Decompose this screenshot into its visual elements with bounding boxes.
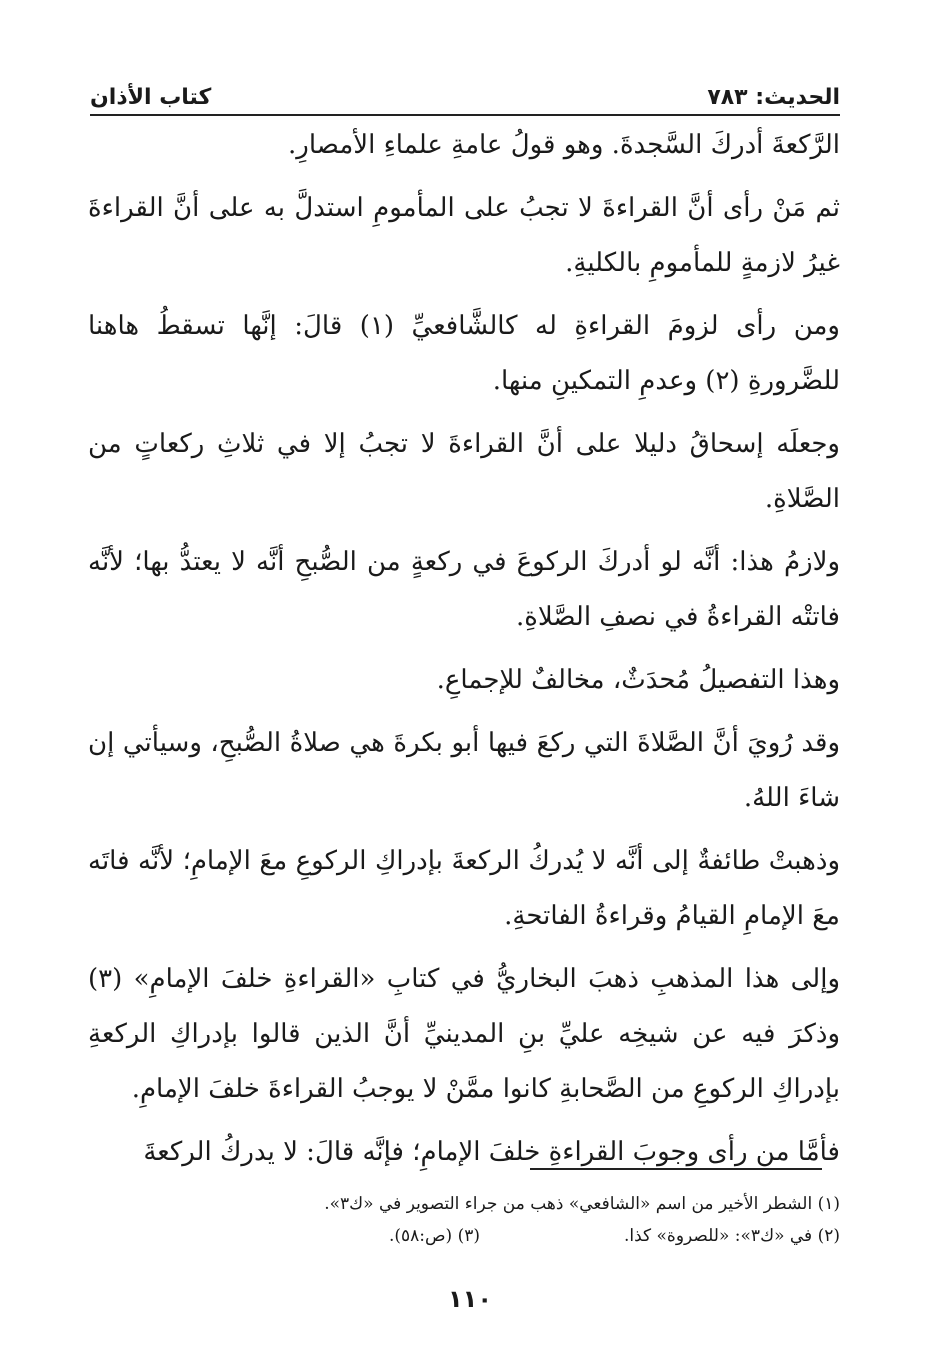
- footnote-2: (٢) في «ك٣»: «للصروة» كذا.: [623, 1226, 840, 1246]
- paragraph: وذهبتْ طائفةٌ إلى أنَّه لا يُدركُ الركعةَ بإدراكِ الركوعِ معَ الإمامِ؛ لأنَّه فاتَه معَ الإمامِ القيامُ وقراءةُ الفاتحةِ.: [88, 846, 840, 931]
- running-header: [90, 80, 840, 116]
- paragraph: وجعلَه إسحاقُ دليلا على أنَّ القراءةَ لا تجبُ إلا في ثلاثِ ركعاتٍ من الصَّلاةِ.: [88, 429, 840, 514]
- chapter-title-header: كتاب الأذان: [90, 85, 212, 110]
- paragraph: فأمَّا من رأى وجوبَ القراءةِ خلفَ الإمامِ؛ فإنَّه قالَ: لا يدركُ الركعةَ: [143, 1137, 840, 1167]
- main-text: [88, 118, 840, 1188]
- page-number: ١١٠: [448, 1285, 492, 1313]
- footnote-separator: [530, 1168, 822, 1170]
- footnote-3: (٣) (ص:٥٨).: [388, 1226, 480, 1246]
- hadith-number-header: الحديث: ٧٨٣: [707, 85, 840, 110]
- paragraph: ولازمُ هذا: أنَّه لو أدركَ الركوعَ في ركعةٍ من الصُّبحِ أنَّه لا يعتدُّ بها؛ لأنَّه فاتتْه القراءةُ في نصفِ الصَّلاةِ.: [88, 547, 840, 632]
- paragraph: ثم مَنْ رأى أنَّ القراءةَ لا تجبُ على المأمومِ استدلَّ به على أنَّ القراءةَ غيرُ لازمةٍ للمأمومِ بالكليةِ.: [88, 193, 840, 278]
- paragraph: وقد رُويَ أنَّ الصَّلاةَ التي ركعَ فيها أبو بكرةَ هي صلاةُ الصُّبحِ، وسيأتي إن شاءَ اللهُ.: [88, 728, 840, 813]
- footnote-1: (١) الشطر الأخير من اسم «الشافعي» ذهب من جراء التصوير في «ك٣».: [324, 1194, 840, 1214]
- paragraph: ومن رأى لزومَ القراءةِ له كالشَّافعيِّ (١) قالَ: إنَّها تسقطُ هاهنا للضَّرورةِ (٢) وعدمِ التمكينِ منها.: [88, 311, 840, 396]
- paragraph: وإلى هذا المذهبِ ذهبَ البخاريُّ في كتابِ «القراءةِ خلفَ الإمامِ» (٣) وذكرَ فيه عن شيخِه عليِّ بنِ المدينيِّ أنَّ الذين قالوا بإدراكِ الركعةِ بإدراكِ الركوعِ من الصَّحابةِ كانوا ممَّنْ لا يوجبُ القراءةَ خلفَ الإمامِ.: [88, 964, 840, 1104]
- footnotes: [88, 1188, 840, 1252]
- paragraph: الرَّكعةَ أدركَ السَّجدةَ. وهو قولُ عامةِ علماءِ الأمصارِ.: [288, 130, 840, 160]
- paragraph: وهذا التفصيلُ مُحدَثٌ، مخالفٌ للإجماعِ.: [436, 665, 840, 695]
- footnote-row: [88, 1220, 840, 1252]
